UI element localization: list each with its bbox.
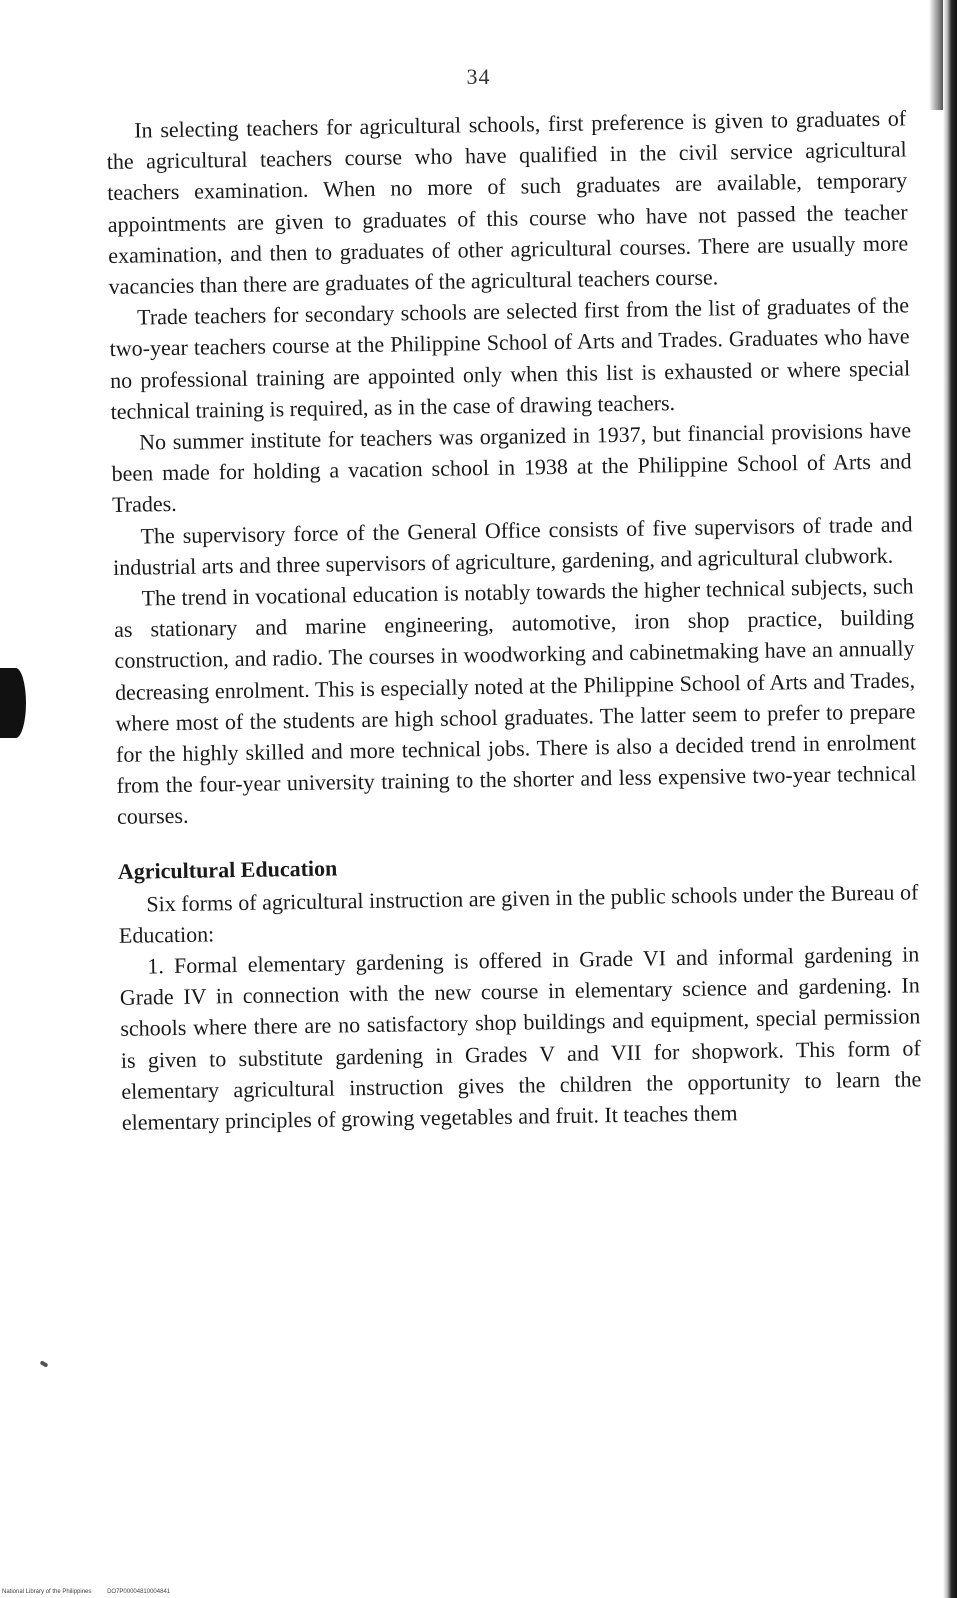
section-heading: Agricultural Education — [117, 855, 338, 884]
paragraph: Trade teachers for secondary schools are selected first from the list of graduates of the two-year teachers course at the Philippine School of Arts and Trades. Graduates who have no professional training are appointed only when this list is exhausted or where special technical training is required, as in the case of drawing teachers. — [109, 292, 911, 424]
binding-mark — [0, 668, 26, 738]
scan-speck — [40, 1360, 49, 1367]
footer-id: DO7P00004810004841 — [107, 1589, 171, 1595]
scan-footer — [0, 1586, 402, 1598]
paragraph: The trend in vocational education is notably towards the higher technical subjects, such as stationary and marine engineering, automotive, iron shop practice, building construction, and radio. The courses in woodworking and cabinetmaking have an annually decreasing enrolment. This is especially noted at the Philippine School of Arts and Trades, where most of the students are high school graduates. The latter seem to prefer to prepare for the highly skilled and more technical jobs. There is also a decided trend in enrolment from the four-year university training to the shorter and less expensive two-year technical courses. — [113, 573, 917, 830]
paragraph: No summer institute for teachers was organized in 1937, but financial provisions have been made for holding a vacation school in 1938 at the Philippine School of Arts and Trades. — [111, 417, 912, 518]
paragraph: Six forms of agricultural instruction are given in the public schools under the Bureau of Education: — [118, 879, 919, 948]
paragraph: 1. Formal elementary gardening is offered in Grade VI and informal gardening in Grade IV in connection with the new course in elementary science and gardening. In schools where there are no satisfactory shop buildings and equipment, special permission is given to substitute gardening in Grades V and VII for shopwork. This form of elementary agricultural instruction gives the children the opportunity to learn the elementary principles of growing vegetables and fruit. It teaches them — [119, 941, 922, 1135]
paragraph: In selecting teachers for agricultural schools, first preference is given to graduates of the agricultural teachers course who have qualified in the civil service agricultural teachers examination. When no more of such graduates are available, temporary appointments are given to graduates of this course who have not passed the teacher examination, and then to graduates of other agricultural courses. There are usually more vacancies than there are graduates of the agricultural teachers course. — [106, 105, 909, 299]
paragraph: The supervisory force of the General Office consists of five supervisors of trade and industrial arts and three supervisors of agriculture, gardening, and agricultural clubwork. — [112, 511, 913, 580]
footer-library: National Library of the Philippines — [2, 1589, 92, 1595]
body-text — [106, 102, 922, 1138]
page-number: 34 — [466, 64, 491, 89]
page-edge-shadow — [929, 0, 943, 110]
page-edge-binding — [943, 0, 957, 1598]
